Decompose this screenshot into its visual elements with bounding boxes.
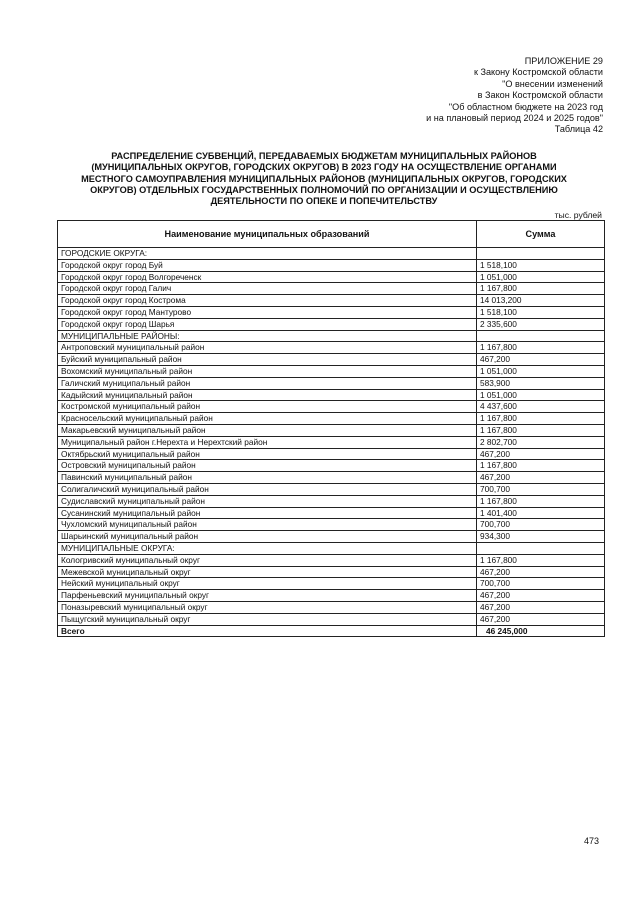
row-name: Шарьинский муниципальный район [58, 531, 477, 543]
table-row [58, 495, 605, 507]
row-name: Костромской муниципальный район [58, 401, 477, 413]
row-name: Галичский муниципальный район [58, 377, 477, 389]
row-name: Павинский муниципальный район [58, 472, 477, 484]
row-sum: 1 518,100 [477, 259, 605, 271]
row-sum: 1 167,800 [477, 283, 605, 295]
row-name: Макарьевский муниципальный район [58, 424, 477, 436]
row-sum: 467,200 [477, 472, 605, 484]
row-sum: 467,200 [477, 613, 605, 625]
table-row [58, 271, 605, 283]
row-name: Муниципальный район г.Нерехта и Нерехтский район [58, 436, 477, 448]
row-sum: 467,200 [477, 590, 605, 602]
row-sum: 467,200 [477, 566, 605, 578]
row-name: Чухломский муниципальный район [58, 519, 477, 531]
table-row [58, 483, 605, 495]
document-title [64, 151, 584, 207]
table-row [58, 389, 605, 401]
table-row [58, 613, 605, 625]
title-line: МЕСТНОГО САМОУПРАВЛЕНИЯ МУНИЦИПАЛЬНЫХ РАЙОНОВ (МУНИЦИПАЛЬНЫХ ОКРУГОВ, ГОРОДСКИХ [81, 173, 567, 184]
row-sum: 1 051,000 [477, 389, 605, 401]
row-name: Межевской муниципальный округ [58, 566, 477, 578]
row-sum: 1 167,800 [477, 460, 605, 472]
row-sum: 1 167,800 [477, 424, 605, 436]
table-number: Таблица 42 [554, 124, 603, 135]
row-sum: 1 518,100 [477, 306, 605, 318]
row-name: Антроповский муниципальный район [58, 342, 477, 354]
appendix-header [426, 56, 603, 136]
row-sum: 2 335,600 [477, 318, 605, 330]
appendix-line: и на плановый период 2024 и 2025 годов" [426, 113, 603, 124]
row-sum: 1 167,800 [477, 342, 605, 354]
header-sum: Сумма [477, 221, 605, 248]
row-name: Городской округ город Кострома [58, 295, 477, 307]
row-name: Сусанинский муниципальный район [58, 507, 477, 519]
row-sum: 467,200 [477, 601, 605, 613]
title-line: РАСПРЕДЕЛЕНИЕ СУБВЕНЦИЙ, ПЕРЕДАВАЕМЫХ БЮДЖЕТАМ МУНИЦИПАЛЬНЫХ РАЙОНОВ [111, 151, 537, 161]
title-line: ОКРУГОВ) ОТДЕЛЬНЫХ ГОСУДАРСТВЕННЫХ ПОЛНОМОЧИЙ ПО ОРГАНИЗАЦИИ И ОСУЩЕСТВЛЕНИЮ [90, 184, 558, 195]
row-name: Поназыревский муниципальный округ [58, 601, 477, 613]
table-row [58, 365, 605, 377]
row-name: Кологривский муниципальный округ [58, 554, 477, 566]
row-sum: 700,700 [477, 578, 605, 590]
row-name: Октябрьский муниципальный район [58, 448, 477, 460]
table-section-row [58, 248, 605, 260]
row-name: Городской округ город Шарья [58, 318, 477, 330]
table-row [58, 554, 605, 566]
units-label: тыс. рублей [554, 210, 602, 220]
table-row [58, 295, 605, 307]
row-sum [477, 542, 605, 554]
row-sum: 14 013,200 [477, 295, 605, 307]
row-name: Городской округ город Буй [58, 259, 477, 271]
row-name: Островский муниципальный район [58, 460, 477, 472]
appendix-line: в Закон Костромской области [477, 90, 603, 101]
row-sum: 583,900 [477, 377, 605, 389]
row-name: Нейский муниципальный округ [58, 578, 477, 590]
row-sum: 1 401,400 [477, 507, 605, 519]
appendix-line: "О внесении изменений [502, 78, 603, 89]
table-row [58, 342, 605, 354]
table-row [58, 436, 605, 448]
subventions-table [57, 220, 605, 637]
table-row [58, 472, 605, 484]
table-row [58, 507, 605, 519]
row-sum: 934,300 [477, 531, 605, 543]
row-name: Кадыйский муниципальный район [58, 389, 477, 401]
table-row [58, 424, 605, 436]
row-name: Городской округ город Галич [58, 283, 477, 295]
row-sum: 467,200 [477, 354, 605, 366]
table-row [58, 283, 605, 295]
row-sum: 467,200 [477, 448, 605, 460]
table-section-row [58, 330, 605, 342]
row-name: МУНИЦИПАЛЬНЫЕ РАЙОНЫ: [58, 330, 477, 342]
row-name: Солигаличский муниципальный район [58, 483, 477, 495]
total-sum: 46 245,000 [477, 625, 605, 637]
header-name: Наименование муниципальных образований [58, 221, 477, 248]
row-name: Парфеньевский муниципальный округ [58, 590, 477, 602]
table-row [58, 590, 605, 602]
row-sum: 700,700 [477, 483, 605, 495]
row-sum: 4 437,600 [477, 401, 605, 413]
row-name: Городской округ город Волгореченск [58, 271, 477, 283]
row-sum: 700,700 [477, 519, 605, 531]
row-name: Буйский муниципальный район [58, 354, 477, 366]
title-line: (МУНИЦИПАЛЬНЫХ ОКРУГОВ, ГОРОДСКИХ ОКРУГОВ) В 2023 ГОДУ НА ОСУЩЕСТВЛЕНИЕ ОРГАНАМИ [91, 162, 557, 173]
table-row [58, 448, 605, 460]
table-row [58, 318, 605, 330]
row-sum: 1 167,800 [477, 413, 605, 425]
table-header-row [58, 221, 605, 248]
table-row [58, 377, 605, 389]
table-row [58, 354, 605, 366]
table-row [58, 566, 605, 578]
row-name: МУНИЦИПАЛЬНЫЕ ОКРУГА: [58, 542, 477, 554]
table-row [58, 578, 605, 590]
table-row [58, 259, 605, 271]
row-name: Судиславский муниципальный район [58, 495, 477, 507]
row-name: Красносельский муниципальный район [58, 413, 477, 425]
table-total-row [58, 625, 605, 637]
table-row [58, 531, 605, 543]
table-row [58, 401, 605, 413]
table-row [58, 306, 605, 318]
appendix-line: к Закону Костромской области [473, 67, 603, 78]
title-line: ДЕЯТЕЛЬНОСТИ ПО ОПЕКЕ И ПОПЕЧИТЕЛЬСТВУ [210, 196, 438, 207]
table-row [58, 413, 605, 425]
row-sum: 1 051,000 [477, 271, 605, 283]
row-name: Вохомский муниципальный район [58, 365, 477, 377]
appendix-line: ПРИЛОЖЕНИЕ 29 [524, 56, 603, 66]
appendix-line: "Об областном бюджете на 2023 год [448, 101, 603, 112]
row-sum: 1 167,800 [477, 495, 605, 507]
page-number: 473 [584, 836, 600, 846]
table-row [58, 601, 605, 613]
row-sum [477, 330, 605, 342]
row-name: ГОРОДСКИЕ ОКРУГА: [58, 248, 477, 260]
row-name: Городской округ город Мантурово [58, 306, 477, 318]
row-sum: 1 051,000 [477, 365, 605, 377]
table-row [58, 460, 605, 472]
total-label: Всего [58, 625, 477, 637]
row-name: Пыщугский муниципальный округ [58, 613, 477, 625]
row-sum: 2 802,700 [477, 436, 605, 448]
table-body [58, 248, 605, 637]
row-sum: 1 167,800 [477, 554, 605, 566]
row-sum [477, 248, 605, 260]
table-section-row [58, 542, 605, 554]
table-row [58, 519, 605, 531]
